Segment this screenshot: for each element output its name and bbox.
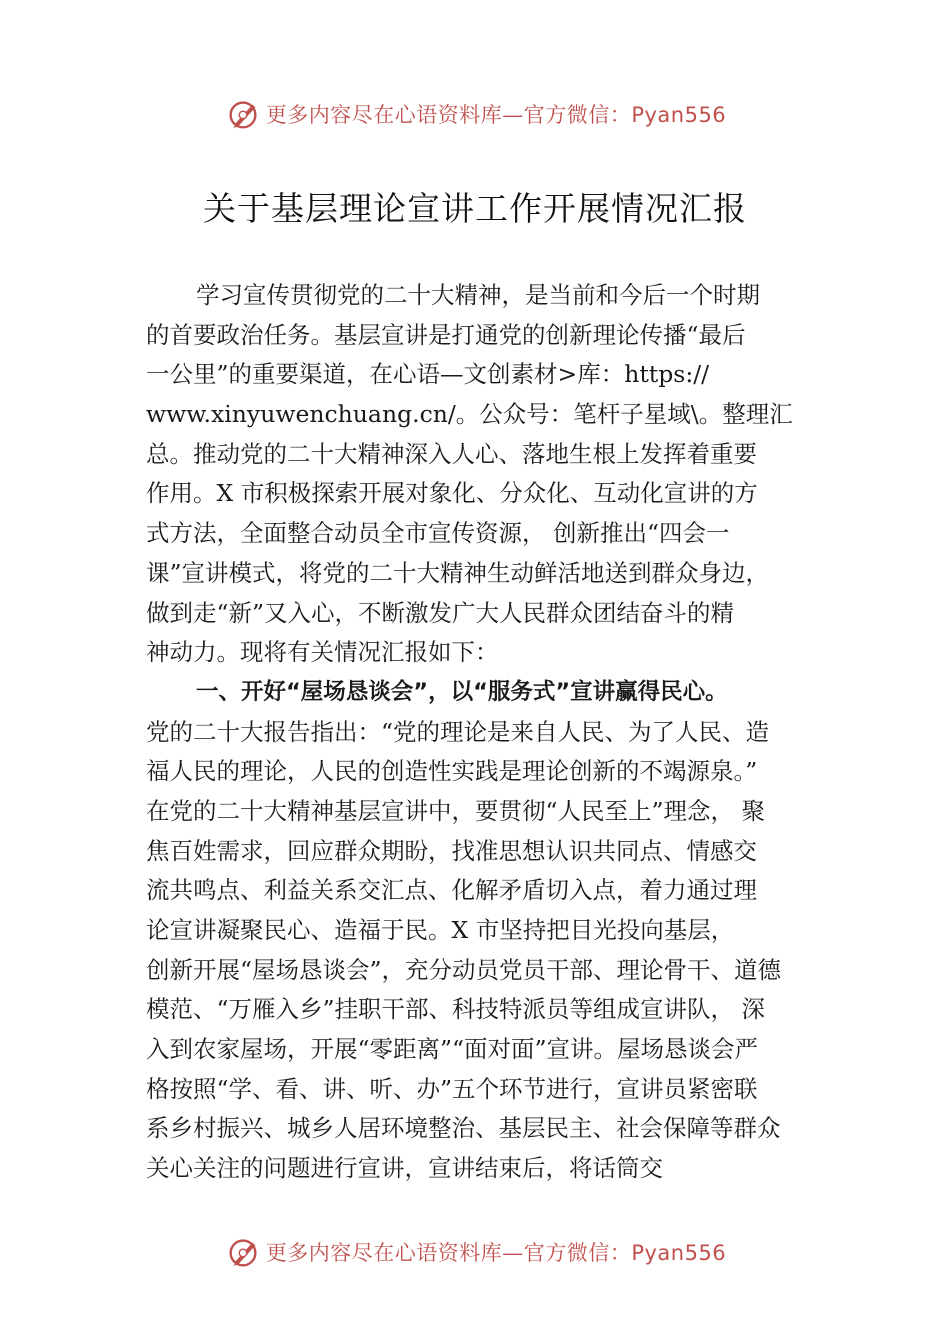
header-watermark-banner xyxy=(0,94,950,134)
body-line: 课”宣讲模式，将党的二十大精神生动鲜活地送到群众身边， xyxy=(146,558,770,587)
header-watermark-cn: 更多内容尽在心语资料库—官方微信： xyxy=(265,103,632,127)
body-line: 党的二十大报告指出：“党的理论是来自人民、为了人民、造 xyxy=(146,717,770,746)
body-line: 作用。X 市积极探索开展对象化、分众化、互动化宣讲的方 xyxy=(146,479,758,508)
body-line: 在党的二十大精神基层宣讲中，要贯彻“人民至上”理念， 聚 xyxy=(146,796,765,825)
body-line: 关心关注的问题进行宣讲，宣讲结束后，将话筒交 xyxy=(146,1154,663,1183)
footer-watermark-wechat-id: Pyan556 xyxy=(631,1241,727,1265)
header-watermark-wechat-id: Pyan556 xyxy=(631,103,727,127)
body-line: 一公里”的重要渠道，在心语—文创素材>库：https:// xyxy=(146,360,710,389)
header-watermark-text xyxy=(266,99,726,129)
document-title: 关于基层理论宣讲工作开展情况汇报 xyxy=(203,189,747,228)
body-line: 入到农家屋场，开展“零距离”“面对面”宣讲。屋场恳谈会严 xyxy=(146,1035,759,1064)
body-line: 模范、“万雁入乡”挂职干部、科技特派员等组成宣讲队， 深 xyxy=(146,995,765,1024)
body-line: 论宣讲凝聚民心、造福于民。X 市坚持把目光投向基层， xyxy=(146,916,735,944)
footer-watermark-text xyxy=(266,1237,726,1267)
section-heading: 一、开好“屋场恳谈会”，以“服务式”宣讲赢得民心。 xyxy=(196,678,728,705)
body-line: 系乡村振兴、城乡人居环境整治、基层民主、社会保障等群众 xyxy=(146,1114,781,1143)
body-line: 式方法，全面整合动员全市宣传资源， 创新推出“四会一 xyxy=(146,519,730,548)
pen-logo-icon xyxy=(224,1233,262,1271)
body-line: 流共鸣点、利益关系交汇点、化解矛盾切入点，着力通过理 xyxy=(146,876,757,905)
footer-watermark-banner xyxy=(0,1232,950,1272)
body-line: 福人民的理论，人民的创造性实践是理论创新的不竭源泉。” xyxy=(146,757,758,786)
body-line: 的首要政治任务。基层宣讲是打通党的创新理论传播“最后 xyxy=(146,320,746,349)
body-line: 格按照“学、看、讲、听、办”五个环节进行，宣讲员紧密联 xyxy=(146,1074,758,1103)
body-line: 学习宣传贯彻党的二十大精神，是当前和今后一个时期 xyxy=(196,281,760,309)
footer-watermark-cn: 更多内容尽在心语资料库—官方微信： xyxy=(265,1241,632,1265)
body-line: 创新开展“屋场恳谈会”，充分动员党员干部、理论骨干、道德 xyxy=(146,955,782,984)
body-line: 总。推动党的二十大精神深入人心、落地生根上发挥着重要 xyxy=(146,439,757,468)
body-line: 神动力。现将有关情况汇报如下： xyxy=(146,638,499,667)
body-line: www.xinyuwenchuang.cn/。公众号：笔杆子星域\。整理汇 xyxy=(146,400,793,429)
document-body xyxy=(146,276,822,1189)
pen-logo-icon xyxy=(224,95,262,133)
body-line: 焦百姓需求，回应群众期盼，找准思想认识共同点、情感交 xyxy=(146,836,757,865)
body-line: 做到走“新”又入心，不断激发广大人民群众团结奋斗的精 xyxy=(146,598,735,627)
